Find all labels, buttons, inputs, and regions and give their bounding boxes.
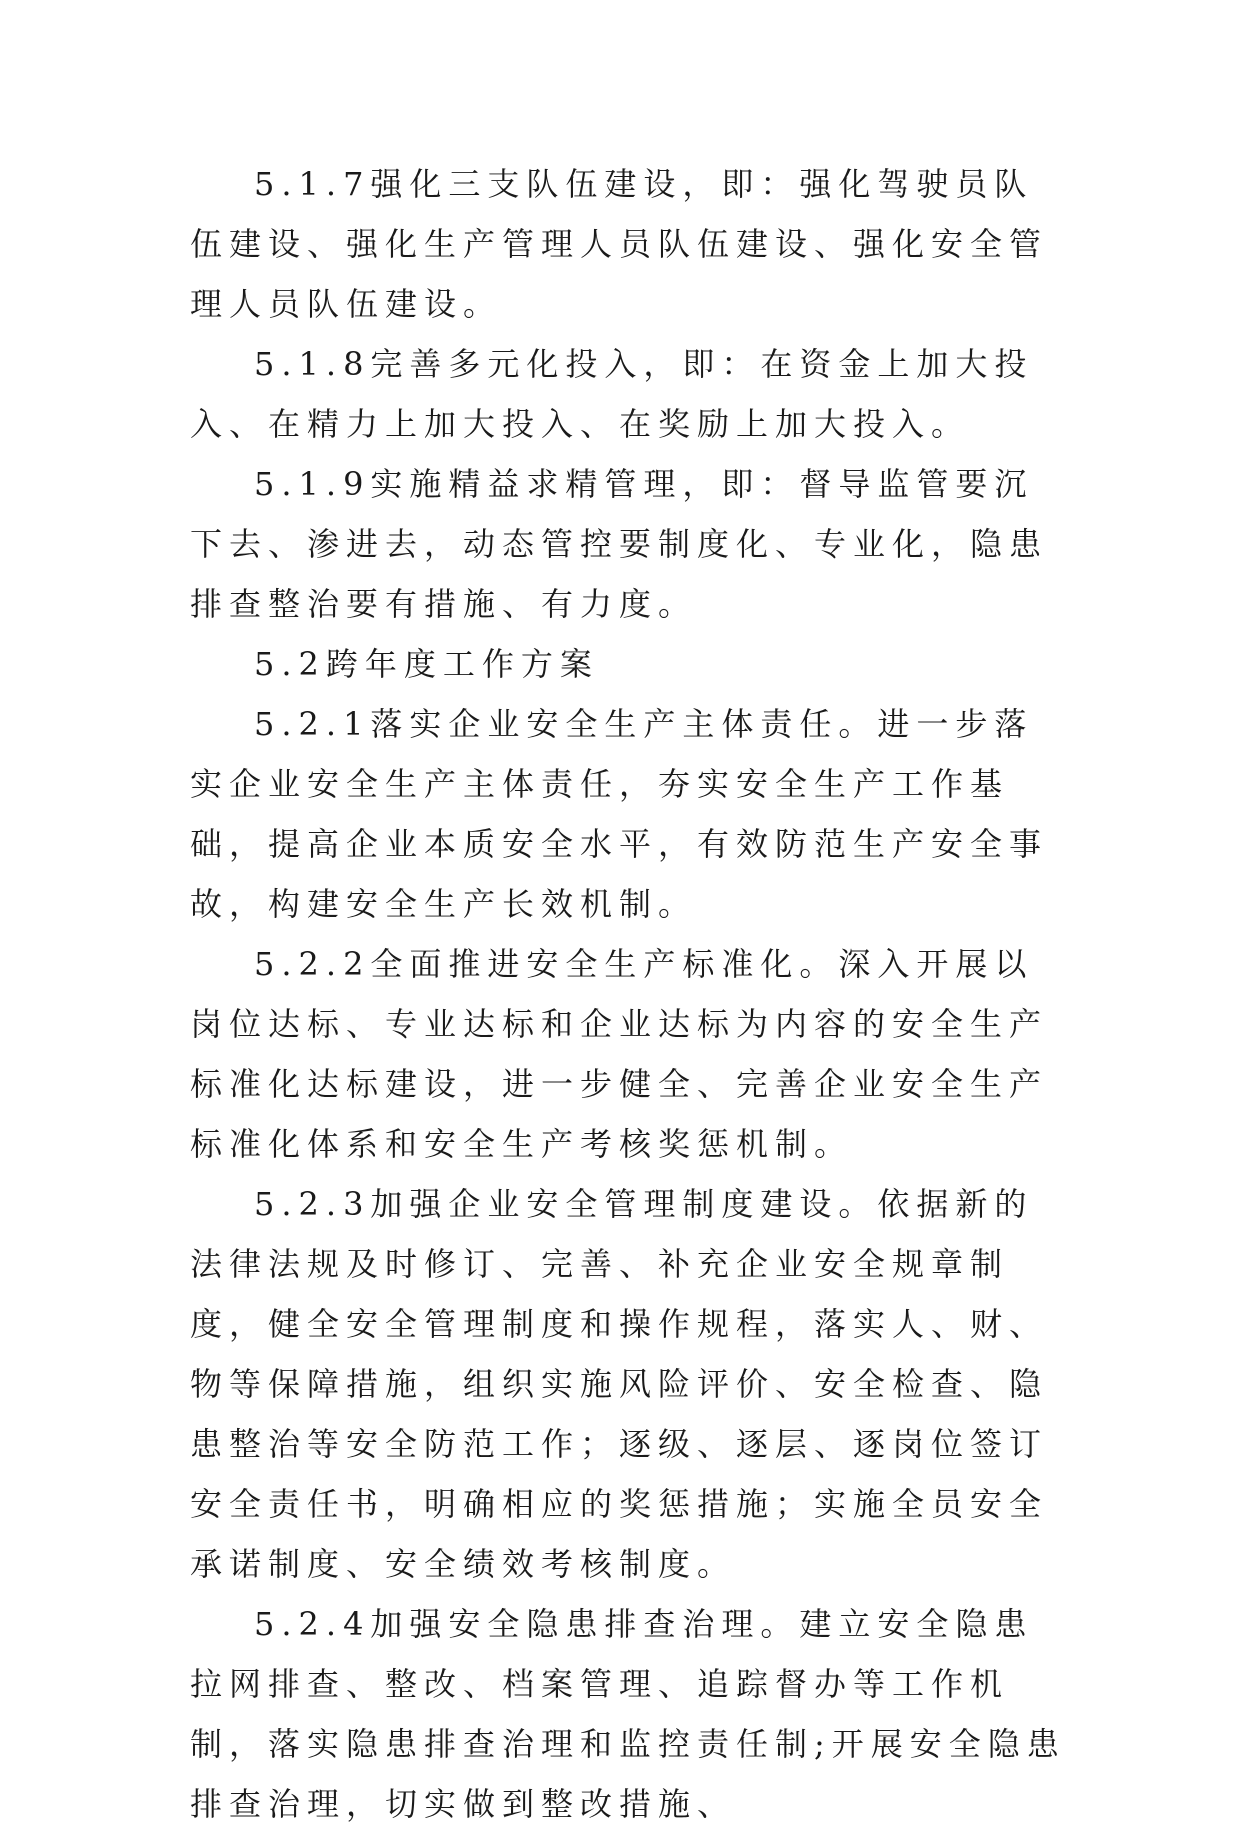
paragraph-5-1-8: 5.1.8完善多元化投入，即：在资金上加大投入、在精力上加大投入、在奖励上加大投入。 <box>190 345 1034 443</box>
paragraph-5-1-7: 5.1.7强化三支队伍建设，即：强化驾驶员队伍建设、强化生产管理人员队伍建设、强化安全管理人员队伍建设。 <box>190 165 1049 323</box>
paragraph-5-1-9: 5.1.9实施精益求精管理，即：督导监管要沉下去、渗进去，动态管控要制度化、专业化，隐患排查整治要有措施、有力度。 <box>190 465 1049 623</box>
section-heading-5-2: 5.2跨年度工作方案 <box>254 645 599 683</box>
paragraph-5-2-1: 5.2.1落实企业安全生产主体责任。进一步落实企业安全生产主体责任，夯实安全生产工作基础，提高企业本质安全水平，有效防范生产安全事故，构建安全生产长效机制。 <box>190 705 1049 923</box>
paragraph-5-2-4: 5.2.4加强安全隐患排查治理。建立安全隐患拉网排查、整改、档案管理、追踪督办等工作机制，落实隐患排查治理和监控责任制;开展安全隐患排查治理，切实做到整改措施、 <box>190 1605 1066 1823</box>
paragraph-5-2-2: 5.2.2全面推进安全生产标准化。深入开展以岗位达标、专业达标和企业达标为内容的安全生产标准化达标建设，进一步健全、完善企业安全生产标准化体系和安全生产考核奖惩机制。 <box>190 945 1049 1163</box>
paragraph-5-2-3: 5.2.3加强企业安全管理制度建设。依据新的法律法规及时修订、完善、补充企业安全规章制度，健全安全管理制度和操作规程，落实人、财、物等保障措施，组织实施风险评价、安全检查、隐患整治等安全防范工作；逐级、逐层、逐岗位签订安全责任书，明确相应的奖惩措施；实施全员安全承诺制度、安全绩效考核制度。 <box>190 1185 1049 1583</box>
document-body <box>190 154 1070 1834</box>
